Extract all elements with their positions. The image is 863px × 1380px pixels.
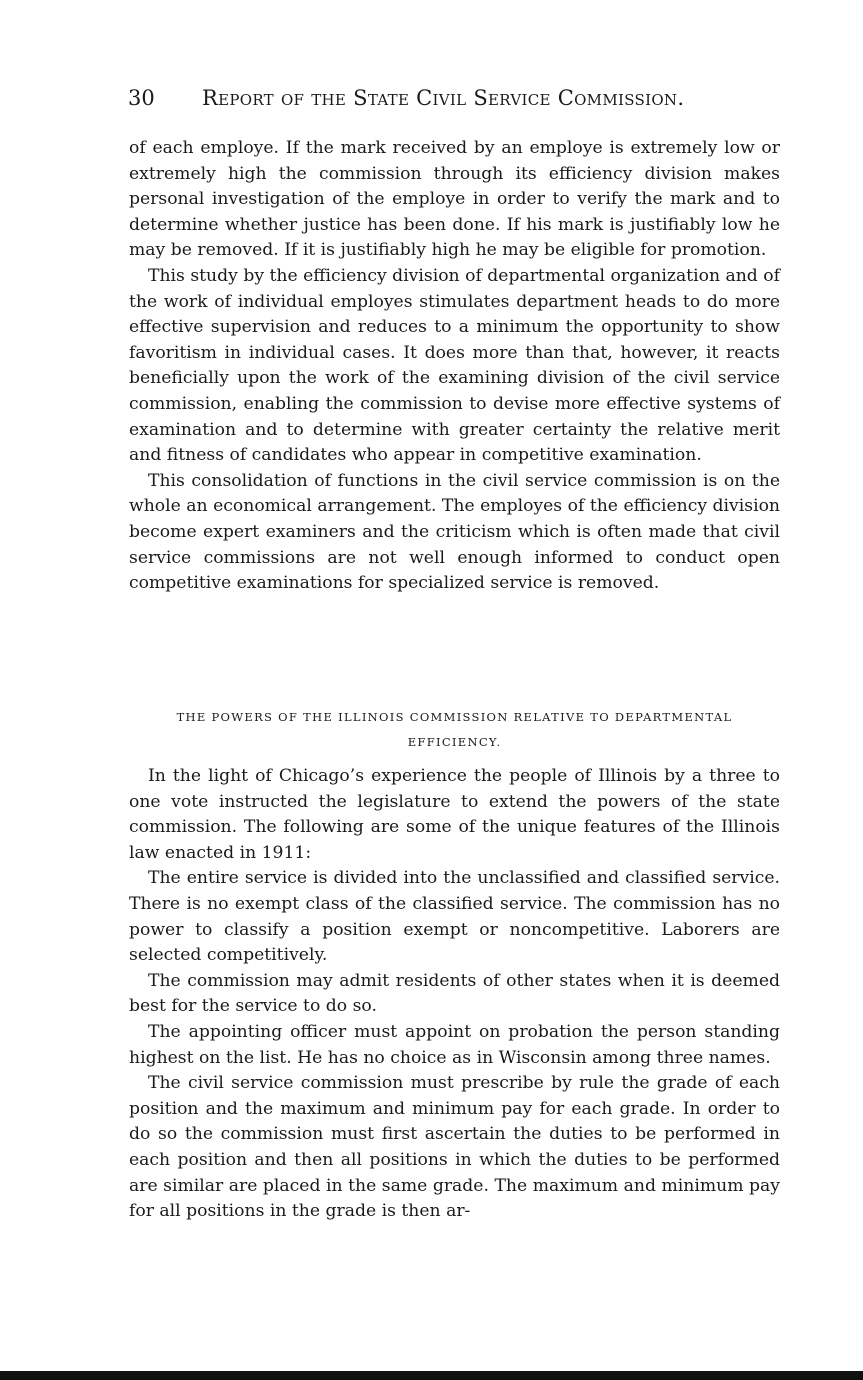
text-block-before-heading bbox=[129, 136, 780, 597]
paragraph: of each employe. If the mark received by an employe is extremely low or extremely high the commission through its efficiency division makes personal investigation of the employe in order to verify the mark and to determine whether justice has been done. If his mark is justifiably low he may be removed. If it is justifiably high he may be eligible for promotion. bbox=[129, 138, 780, 261]
running-title: Report of the State Civil Service Commission. bbox=[202, 86, 685, 110]
paragraph: The appointing officer must appoint on probation the person standing highest on the list. He has no choice as in Wisconsin among three names. bbox=[129, 1021, 780, 1068]
page-number: 30 bbox=[128, 86, 155, 110]
text-block-after-heading bbox=[129, 764, 780, 1225]
paragraph: The civil service commission must prescribe by rule the grade of each position and the maximum and minimum pay for each grade. In order to do so the commission must first ascertain the duties to be performed in each position and then all positions in which the duties to be performed are similar are placed in the same grade. The maximum and minimum pay for all positions in the grade is then ar- bbox=[129, 1073, 780, 1222]
page-header bbox=[128, 86, 728, 118]
scan-bottom-edge bbox=[0, 1371, 863, 1380]
paragraph: The commission may admit residents of other states when it is deemed best for the service to do so. bbox=[129, 970, 780, 1017]
paragraph: This study by the efficiency division of departmental organization and of the work of individual employes stimulates department heads to do more effective supervision and reduces to a minimum the opportunity to show favoritism in individual cases. It does more than that, however, it reacts beneficially upon the work of the examining division of the civil service commission, enabling the commission to devise more effective systems of examination and to determine with greater certainty the relative merit and fitness of candidates who appear in competitive examination. bbox=[129, 265, 780, 466]
paragraph: This consolidation of functions in the civil service commission is on the whole an economical arrangement. The employes of the efficiency division become expert examiners and the criticism which is often made that civil service commissions are not well enough informed to conduct open competitive examinations for specialized service is removed. bbox=[129, 470, 780, 594]
paragraph: The entire service is divided into the unclassified and classified service. There is no exempt class of the classified service. The commission has no power to classify a position exempt or noncompetitive. Laborers are selected competitively. bbox=[129, 868, 780, 966]
paragraph: In the light of Chicago’s experience the people of Illinois by a three to one vote instructed the legislature to extend the powers of the state commission. The following are some of the unique features of the Illinois law enacted in 1911: bbox=[129, 766, 780, 863]
section-heading: THE POWERS OF THE ILLINOIS COMMISSION RELATIVE TO DEPARTMENTAL EFFICIENCY. bbox=[176, 710, 733, 749]
